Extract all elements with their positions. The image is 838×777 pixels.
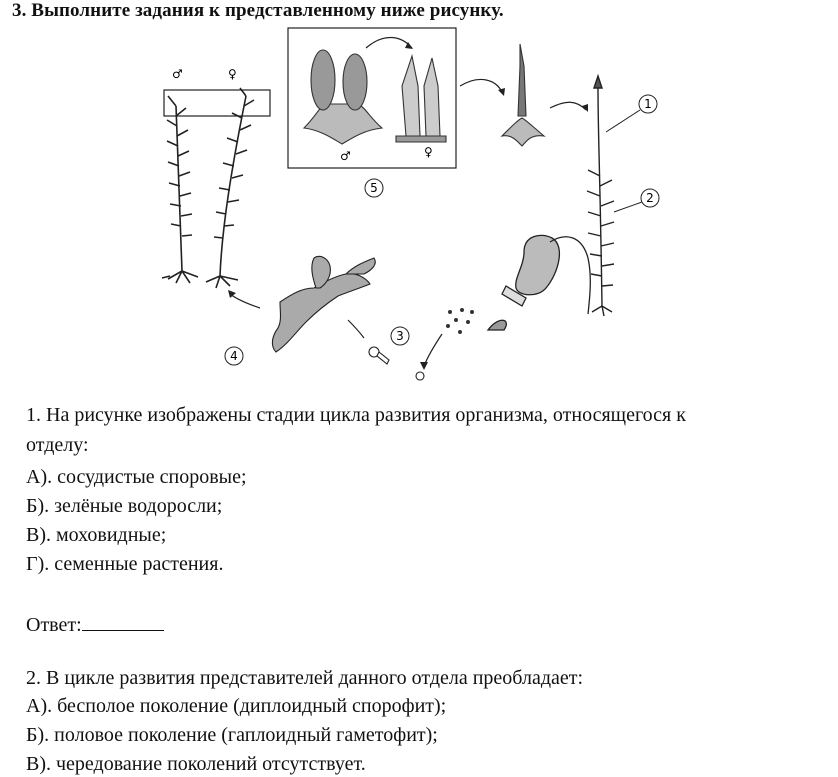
question-2-option-a: А). бесполое поколение (диплоидный спорофит); xyxy=(26,695,447,717)
callout-5: 5 xyxy=(370,181,378,195)
answer-blank-field[interactable] xyxy=(82,612,164,631)
callout-2: 2 xyxy=(646,191,654,205)
question-1-text-continued: отделу: xyxy=(26,434,89,456)
answer-label: Ответ: xyxy=(26,614,82,636)
male-symbol: ♂ xyxy=(172,67,183,81)
spore-capsule-drawing xyxy=(488,235,590,330)
callout-4: 4 xyxy=(230,349,238,363)
gametangia-female-symbol: ♀ xyxy=(424,145,433,159)
sporophyte-with-gametophyte xyxy=(587,76,614,316)
released-spores xyxy=(446,308,474,334)
question-2-option-v: В). чередование поколений отсутствует. xyxy=(26,753,366,775)
question-1-option-v: В). моховидные; xyxy=(26,524,167,546)
question-1-option-a: А). сосудистые споровые; xyxy=(26,466,247,488)
germinating-spore-drawing xyxy=(369,347,389,364)
young-sporophyte-drawing xyxy=(502,44,544,146)
question-2-text: 2. В цикле развития представителей данного отдела преобладает: xyxy=(26,667,584,689)
question-1-option-b: Б). зелёные водоросли; xyxy=(26,495,223,517)
question-1-text: 1. На рисунке изображены стадии цикла развития организма, относящегося к xyxy=(26,404,686,426)
moss-life-cycle-figure xyxy=(120,26,690,386)
female-gametophyte-plant xyxy=(206,88,254,288)
question-2-option-b: Б). половое поколение (гаплоидный гаметофит); xyxy=(26,724,438,746)
spore-drawing xyxy=(416,372,424,380)
task-heading: 3. Выполните задания к представленному ниже рисунку. xyxy=(12,0,504,21)
callout-1: 1 xyxy=(644,97,652,111)
protonema-drawing xyxy=(272,256,375,352)
gametangia-male-symbol: ♂ xyxy=(340,149,351,163)
male-gametophyte-plant xyxy=(162,96,198,283)
female-symbol: ♀ xyxy=(228,67,237,81)
question-1-option-g: Г). семенные растения. xyxy=(26,553,224,575)
answer-row xyxy=(26,612,164,637)
life-cycle-diagram xyxy=(120,26,690,386)
callout-3: 3 xyxy=(396,329,404,343)
